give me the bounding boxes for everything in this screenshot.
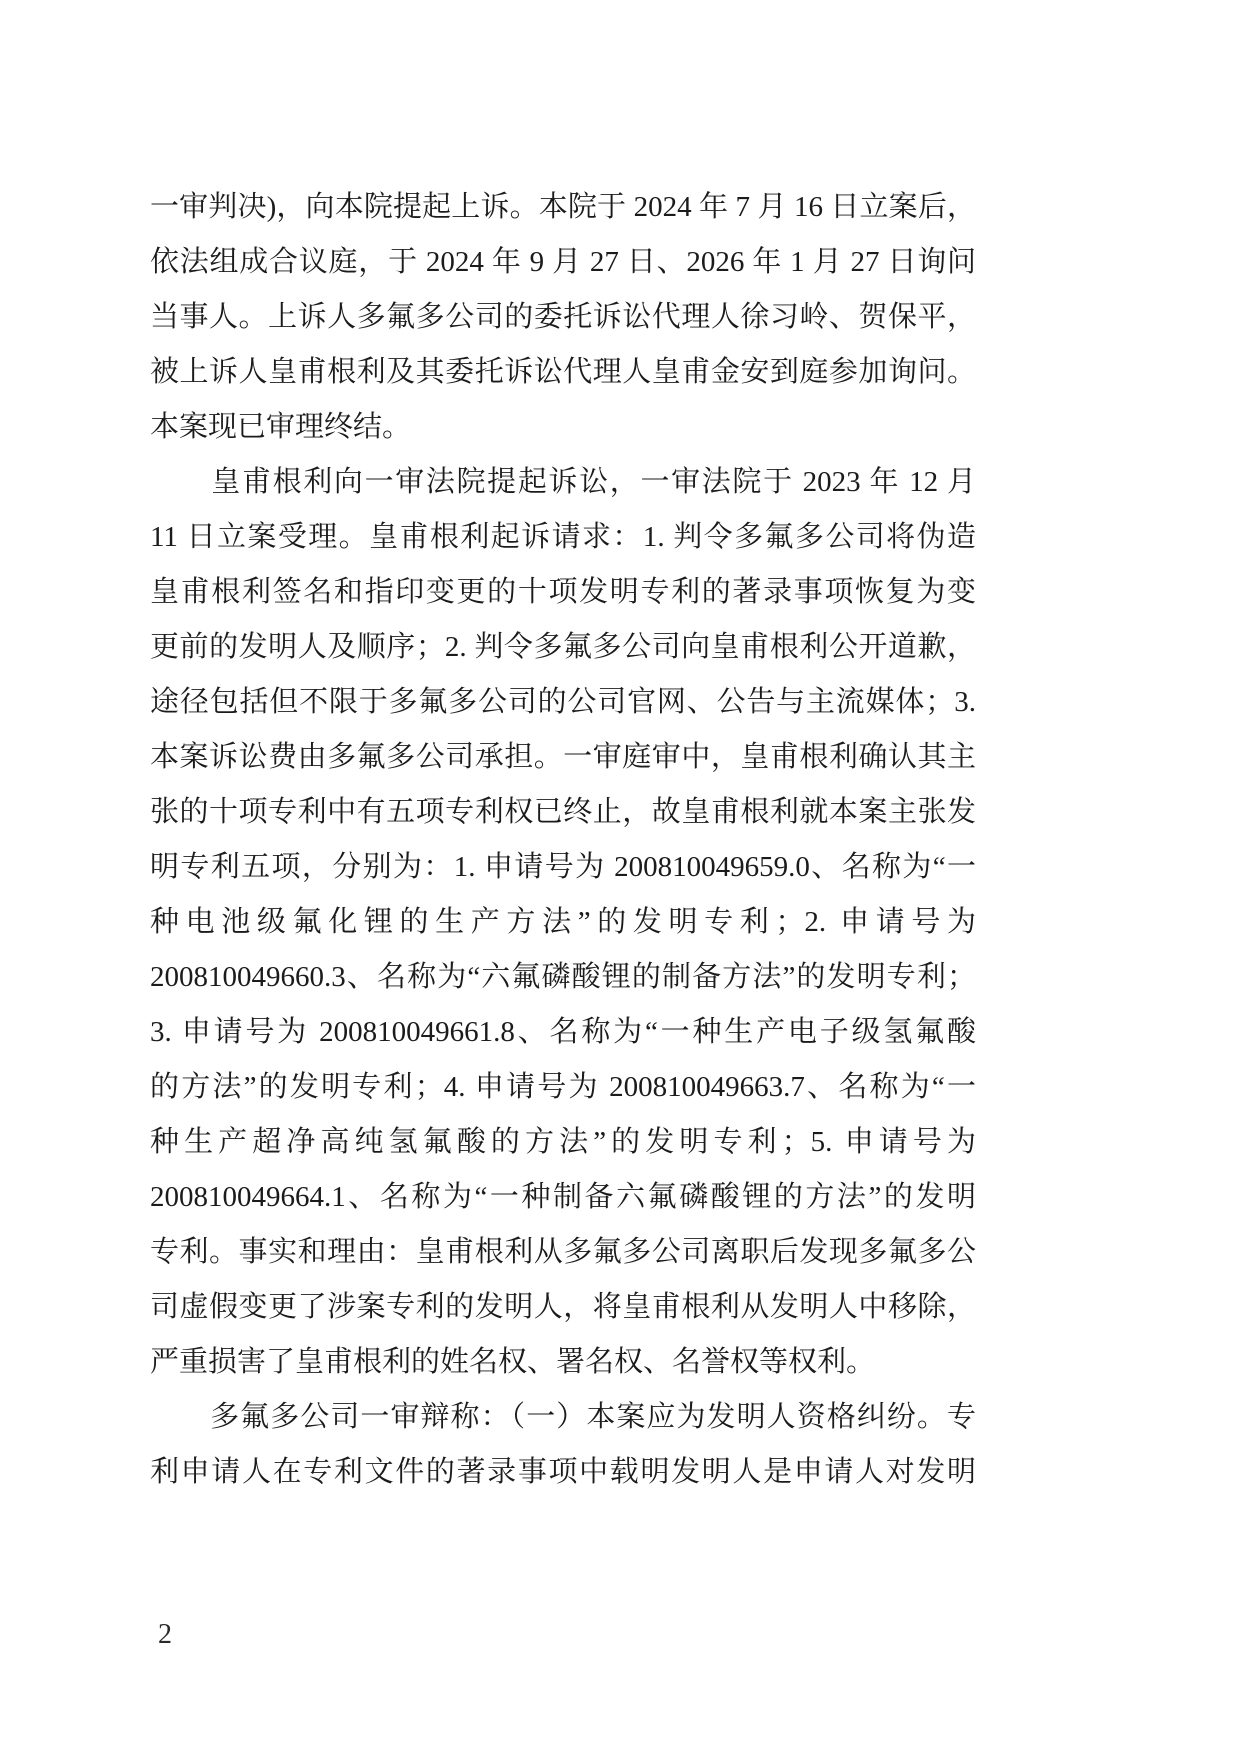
text-line: 200810049664.1、名称为“一种制备六氟磷酸锂的方法”的发明 <box>150 1181 976 1213</box>
text-line: 3. 申请号为 200810049661.8、名称为“一种生产电子级氢氟酸 <box>150 1016 976 1048</box>
text-line: 11 日立案受理。皇甫根利起诉请求：1. 判令多氟多公司将伪造 <box>150 521 976 553</box>
text-line: 严重损害了皇甫根利的姓名权、署名权、名誉权等权利。 <box>150 1346 876 1378</box>
text-line: 途径包括但不限于多氟多公司的公司官网、公告与主流媒体；3. <box>150 686 976 718</box>
text-line: 专利。事实和理由：皇甫根利从多氟多公司离职后发现多氟多公 <box>150 1236 976 1268</box>
text-line: 皇甫根利向一审法院提起诉讼，一审法院于 2023 年 12 月 <box>150 466 976 498</box>
text-line: 的方法”的发明专利；4. 申请号为 200810049663.7、名称为“一 <box>150 1071 976 1103</box>
document-body <box>150 180 976 1500</box>
text-line: 皇甫根利签名和指印变更的十项发明专利的著录事项恢复为变 <box>150 576 976 608</box>
text-line: 明专利五项，分别为：1. 申请号为 200810049659.0、名称为“一 <box>150 851 976 883</box>
text-line: 依法组成合议庭，于 2024 年 9 月 27 日、2026 年 1 月 27 日询问 <box>150 246 976 278</box>
text-line: 一审判决)，向本院提起上诉。本院于 2024 年 7 月 16 日立案后， <box>150 191 976 223</box>
text-line: 本案诉讼费由多氟多公司承担。一审庭审中，皇甫根利确认其主 <box>150 741 976 773</box>
text-line: 司虚假变更了涉案专利的发明人，将皇甫根利从发明人中移除， <box>150 1291 976 1323</box>
page-number: 2 <box>158 1619 172 1650</box>
text-line: 200810049660.3、名称为“六氟磷酸锂的制备方法”的发明专利； <box>150 961 976 993</box>
text-line: 种电池级氟化锂的生产方法”的发明专利；2. 申请号为 <box>150 906 976 938</box>
text-line: 本案现已审理终结。 <box>150 411 412 443</box>
text-line: 张的十项专利中有五项专利权已终止，故皇甫根利就本案主张发 <box>150 796 976 828</box>
text-line: 种生产超净高纯氢氟酸的方法”的发明专利；5. 申请号为 <box>150 1126 976 1158</box>
text-line: 多氟多公司一审辩称：（一）本案应为发明人资格纠纷。专 <box>150 1401 976 1433</box>
text-line: 更前的发明人及顺序；2. 判令多氟多公司向皇甫根利公开道歉， <box>150 631 976 663</box>
text-line: 利申请人在专利文件的著录事项中载明发明人是申请人对发明 <box>150 1456 976 1488</box>
text-line: 当事人。上诉人多氟多公司的委托诉讼代理人徐习岭、贺保平， <box>150 301 976 333</box>
text-line: 被上诉人皇甫根利及其委托诉讼代理人皇甫金安到庭参加询问。 <box>150 356 976 388</box>
